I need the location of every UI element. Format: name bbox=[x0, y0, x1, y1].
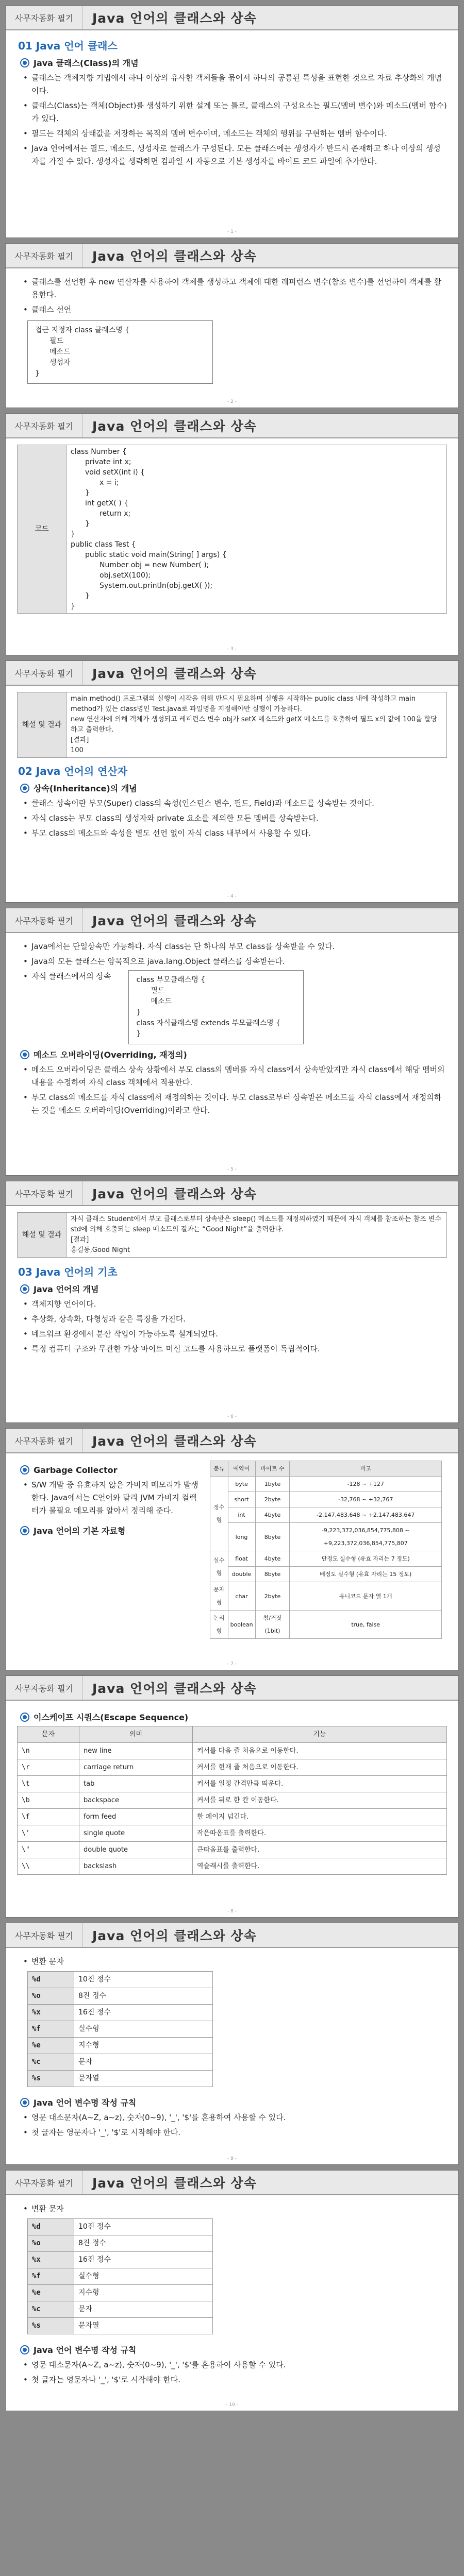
page-number: - 9 - bbox=[227, 2156, 237, 2161]
page-number: - 6 - bbox=[227, 1414, 237, 1419]
slide-title: Java 언어의 클래스와 상속 bbox=[92, 1928, 257, 1943]
table-header: 의미 bbox=[79, 1726, 193, 1743]
list-item: • 자식 클래스에서의 상속 class 부모클래스명 { 필드 메소드 } class 자식클래스명 extends 부모클래스명 { } bbox=[21, 970, 447, 1044]
slide-title: Java 언어의 클래스와 상속 bbox=[92, 666, 257, 681]
table-header: 기능 bbox=[193, 1726, 447, 1743]
subsection-title: Java 언어의 기본 자료형 bbox=[20, 1524, 203, 1537]
table-row: long 8byte -9,223,372,036,854,775,808 ~ +9,223,372,036,854,775,807 bbox=[210, 1523, 442, 1551]
table-row: %f 실수형 bbox=[28, 2021, 213, 2038]
slide-header bbox=[6, 414, 458, 438]
page-number: - 10 - bbox=[226, 2402, 238, 2408]
subject-label: 사무자동화 필기 bbox=[6, 2171, 83, 2194]
explanation-table bbox=[17, 692, 447, 758]
slide-header bbox=[6, 1676, 458, 1701]
slide-2 bbox=[5, 243, 459, 408]
subsection-title: Java 언어의 개념 bbox=[20, 1283, 447, 1296]
list-item: • 클래스 선언 bbox=[21, 303, 447, 316]
bullet-list bbox=[21, 797, 447, 840]
bullet-circle-icon bbox=[20, 1713, 29, 1722]
slide-6 bbox=[5, 1181, 459, 1423]
table-row: \\ backslash 역슬래시를 출력한다. bbox=[18, 1858, 447, 1875]
format-table bbox=[27, 2218, 213, 2334]
table-row: %x 16진 정수 bbox=[28, 2005, 213, 2021]
bullet-list bbox=[21, 2111, 447, 2139]
subject-label: 사무자동화 필기 bbox=[6, 244, 83, 267]
slide-title: Java 언어의 클래스와 상속 bbox=[92, 11, 257, 26]
bullet-list bbox=[21, 1063, 447, 1117]
subject-label: 사무자동화 필기 bbox=[6, 6, 83, 29]
bullet-circle-icon bbox=[20, 1050, 29, 1059]
bullet-circle-icon bbox=[20, 58, 29, 67]
table-row: short 2byte -32,768 ~ +32,767 bbox=[210, 1492, 442, 1507]
slide-3 bbox=[5, 413, 459, 655]
table-row: 문자형 char 2byte 유니코드 문자 열 1개 bbox=[210, 1582, 442, 1611]
slide-header bbox=[6, 6, 458, 30]
bullet-list bbox=[21, 72, 447, 168]
table-header: 예약어 bbox=[228, 1461, 255, 1477]
explanation-table bbox=[17, 1212, 447, 1258]
list-item: • Java 언어에서는 필드, 메소드, 생성자로 클래스가 구성된다. 모든 클래스에는 생성자가 반드시 존재하고 하나 이상의 생성자를 가질 수 있다. 생성자를 생략하면 컴파일 시 자동으로 기본 생성자를 바이트 코드 파일에 추가한다. bbox=[21, 142, 447, 168]
table-row: double 8byte 배정도 실수형 (유효 자리는 15 정도) bbox=[210, 1567, 442, 1582]
subsection-title: Java 언어 변수명 작성 규칙 bbox=[20, 2344, 447, 2357]
table-header: 문자 bbox=[18, 1726, 79, 1743]
page-number: - 3 - bbox=[227, 647, 237, 652]
table-header: 바이트 수 bbox=[255, 1461, 290, 1477]
page-number: - 1 - bbox=[227, 229, 237, 234]
format-table bbox=[27, 1971, 213, 2087]
slide-title: Java 언어의 클래스와 상속 bbox=[92, 249, 257, 264]
table-row: %d 10진 정수 bbox=[28, 2219, 213, 2235]
list-item: • Java의 모든 클래스는 암묵적으로 java.lang.Object 클래스를 상속받는다. bbox=[21, 955, 447, 968]
bullet-list bbox=[21, 2359, 447, 2386]
explanation-content: main method() 프로그램의 실행이 시작을 위해 반드시 필요하며 실행을 시작하는 public class 내에 작성하고 main method가 있는 class명인 Test.java로 파일명을 지정해야만 실행이 가능하다. new 연산자에 의해 객체가 생성되고 레퍼런스 변수 obj가 setX 메소드와 getX 메소드를 호출하여 필드 x의 값에 100을 할당하고 출력한다. [결과] 100 bbox=[67, 692, 447, 758]
slide-header bbox=[6, 1181, 458, 1206]
bullet-list bbox=[21, 1298, 447, 1355]
subject-label: 사무자동화 필기 bbox=[6, 1923, 83, 1947]
list-item: • 객체지향 언어이다. bbox=[21, 1298, 447, 1311]
bullet-list bbox=[21, 940, 447, 1044]
list-item: • 부모 class의 메소드를 자식 class에서 재정의하는 것이다. 부모 class로부터 상속받은 메소드를 자식 class에서 재정의하는 것을 메소드 오버라이딩(Overriding)이라고 한다. bbox=[21, 1091, 447, 1117]
table-header: 비고 bbox=[290, 1461, 442, 1477]
subject-label: 사무자동화 필기 bbox=[6, 414, 83, 437]
page-number: - 2 - bbox=[227, 399, 237, 404]
table-row: \f form feed 한 페이지 넘긴다. bbox=[18, 1809, 447, 1825]
page-number: - 8 - bbox=[227, 1909, 237, 1914]
bullet-circle-icon bbox=[20, 2098, 29, 2107]
table-row: %c 문자 bbox=[28, 2054, 213, 2071]
list-item: • 필드는 객체의 상태값을 저장하는 목적의 멤버 변수이며, 메소드는 객체의 행위를 구현하는 멤버 함수이다. bbox=[21, 127, 447, 140]
slide-header bbox=[6, 1429, 458, 1453]
table-row: %f 실수형 bbox=[28, 2268, 213, 2285]
table-row: \' single quote 작은따옴표를 출력한다. bbox=[18, 1825, 447, 1842]
table-row: int 4byte -2,147,483,648 ~ +2,147,483,647 bbox=[210, 1507, 442, 1523]
code-label: 코드 bbox=[18, 445, 67, 614]
slide-title: Java 언어의 클래스와 상속 bbox=[92, 419, 257, 434]
table-row: %o 8진 정수 bbox=[28, 1988, 213, 2005]
code-block: 접근 지정자 class 클래스명 { 필드 메소드 생성자 } bbox=[27, 320, 213, 384]
list-item: • 영문 대소문자(A~Z, a~z), 숫자(0~9), '_', '$'를 혼용하여 사용할 수 있다. bbox=[21, 2111, 447, 2124]
table-row: %s 문자열 bbox=[28, 2071, 213, 2087]
page-number: - 5 - bbox=[227, 1167, 237, 1172]
list-item: • 영문 대소문자(A~Z, a~z), 숫자(0~9), '_', '$'를 혼용하여 사용할 수 있다. bbox=[21, 2359, 447, 2371]
section-title: 01 Java 언어 클래스 bbox=[18, 40, 118, 52]
slide-header bbox=[6, 908, 458, 933]
slide-header bbox=[6, 244, 458, 268]
subject-label: 사무자동화 필기 bbox=[6, 661, 83, 685]
slide-title: Java 언어의 클래스와 상속 bbox=[92, 1187, 257, 1201]
slide-7 bbox=[5, 1428, 459, 1670]
table-row: 논리형 boolean 참/거짓 (1bit) true, false bbox=[210, 1611, 442, 1639]
table-row: %e 지수형 bbox=[28, 2038, 213, 2054]
list-item: • 특정 컴퓨터 구조와 무관한 가상 바이트 머신 코드를 사용하므로 플랫폼이 독립적이다. bbox=[21, 1343, 447, 1355]
list-item: • 메소드 오버라이딩은 클래스 상속 상황에서 부모 class의 멤버를 자식 class에서 상속받았지만 자식 class에서 해당 멤버의 내용을 수정하여 자식 class 객체에서 적용한다. bbox=[21, 1063, 447, 1089]
subsection-title: Java 언어 변수명 작성 규칙 bbox=[20, 2096, 447, 2109]
slide-8 bbox=[5, 1675, 459, 1918]
table-row: %c 문자 bbox=[28, 2301, 213, 2318]
bullet-list bbox=[21, 1955, 447, 1968]
slide-title: Java 언어의 클래스와 상속 bbox=[92, 2176, 257, 2191]
slide-header bbox=[6, 661, 458, 686]
table-row: %d 10진 정수 bbox=[28, 1972, 213, 1988]
list-item: • S/W 개발 중 유효하지 않은 가비지 메모리가 발생한다. Java에서는 C언어와 달리 JVM 가비지 컬렉터가 불필요 메모리를 알아서 정리해 준다. bbox=[21, 1479, 203, 1517]
subsection-title: 메소드 오버라이딩(Overriding, 재정의) bbox=[20, 1048, 447, 1061]
bullet-list bbox=[21, 2202, 447, 2215]
table-row: \n new line 커서를 다음 줄 처음으로 이동한다. bbox=[18, 1743, 447, 1759]
slide-title: Java 언어의 클래스와 상속 bbox=[92, 913, 257, 928]
list-item: • 클래스는 객체지향 기법에서 하나 이상의 유사한 객체들을 묶어서 하나의 공통된 특성을 표현한 것으로 자료 추상화의 개념이다. bbox=[21, 72, 447, 97]
table-row: %x 16진 정수 bbox=[28, 2252, 213, 2268]
subsection-title: 이스케이프 시퀀스(Escape Sequence) bbox=[20, 1711, 447, 1724]
page-number: - 7 - bbox=[227, 1662, 237, 1667]
table-row: %s 문자열 bbox=[28, 2318, 213, 2334]
slide-title: Java 언어의 클래스와 상속 bbox=[92, 1434, 257, 1449]
section-title: 02 Java 언어의 연산자 bbox=[18, 765, 128, 777]
slide-5 bbox=[5, 908, 459, 1176]
list-item: • 클래스를 선언한 후 new 연산자를 사용하여 객체를 생성하고 객체에 대한 레퍼런스 변수(참조 변수)를 선언하여 객체를 활용한다. bbox=[21, 276, 447, 301]
code-block: class 부모클래스명 { 필드 메소드 } class 자식클래스명 extends 부모클래스명 { } bbox=[128, 970, 304, 1044]
bullet-list bbox=[21, 1479, 203, 1517]
list-item: • 네트워크 환경에서 분산 작업이 가능하도록 설계되었다. bbox=[21, 1328, 447, 1341]
slide-9 bbox=[5, 1923, 459, 2165]
subject-label: 사무자동화 필기 bbox=[6, 1676, 83, 1700]
list-item: • 클래스 상속이란 부모(Super) class의 속성(인스턴스 변수, 필드, Field)과 메소드를 상속받는 것이다. bbox=[21, 797, 447, 810]
bullet-list bbox=[21, 276, 447, 316]
explanation-label: 해설 및 결과 bbox=[18, 692, 67, 758]
bullet-circle-icon bbox=[20, 784, 29, 793]
explanation-content: 자식 클래스 Student에서 부모 클래스로부터 상속받은 sleep() 메소드를 재정의하였기 때문에 자식 객체를 참조하는 참조 변수 std에 의해 호출되는 sleep 메소드의 결과는 “Good Night”을 출력한다. [결과] 홍길동,Good Night bbox=[67, 1213, 447, 1258]
slide-header bbox=[6, 1923, 458, 1948]
subsection-title: Garbage Collector bbox=[20, 1464, 203, 1477]
subject-label: 사무자동화 필기 bbox=[6, 1181, 83, 1205]
subject-label: 사무자동화 필기 bbox=[6, 1429, 83, 1452]
datatype-table bbox=[210, 1461, 442, 1639]
bullet-circle-icon bbox=[20, 1465, 29, 1475]
table-row: %e 지수형 bbox=[28, 2285, 213, 2301]
bullet-circle-icon bbox=[20, 1526, 29, 1535]
list-item: • 클래스(Class)는 객체(Object)를 생성하기 위한 설계 또는 틀로, 클래스의 구성요소는 필드(멤버 변수)와 메소드(멤버 함수)가 있다. bbox=[21, 99, 447, 125]
code-table bbox=[17, 445, 447, 614]
list-item: • 부모 class의 메소드와 속성을 별도 선언 없이 자식 class 내부에서 사용할 수 있다. bbox=[21, 827, 447, 840]
table-row: \t tab 커서를 일정 간격만큼 띄운다. bbox=[18, 1776, 447, 1792]
list-item: • Java에서는 단일상속만 가능하다. 자식 class는 단 하나의 부모 class를 상속받을 수 있다. bbox=[21, 940, 447, 953]
subsection-title: 상속(Inheritance)의 개념 bbox=[20, 782, 447, 795]
slide-4 bbox=[5, 660, 459, 903]
explanation-label: 해설 및 결과 bbox=[18, 1213, 67, 1258]
table-header: 분류 bbox=[210, 1461, 228, 1477]
table-row: \b backspace 커서를 뒤로 한 칸 이동한다. bbox=[18, 1792, 447, 1809]
list-item: • 첫 글자는 영문자나 '_', '$'로 시작해야 한다. bbox=[21, 2126, 447, 2139]
escape-table bbox=[17, 1726, 447, 1875]
list-item: • 자식 class는 부모 class의 생성자와 private 요소를 제외한 모든 멤버를 상속받는다. bbox=[21, 812, 447, 825]
table-row: \" double quote 큰따옴표를 출력한다. bbox=[18, 1842, 447, 1858]
slide-header bbox=[6, 2171, 458, 2195]
table-row: 실수형 float 4byte 단정도 실수형 (유효 자리는 7 정도) bbox=[210, 1551, 442, 1567]
table-row: 정수형 byte 1byte -128 ~ +127 bbox=[210, 1477, 442, 1492]
code-content: class Number { private int x; void setX(int i) { x = i; } int getX( ) { return x; } } public class Test { public static void main(String[ ] args) { Number obj = new Number( ); obj.setX(100); System.out.println(obj.getX( )); } } bbox=[67, 445, 447, 614]
list-item: • 추상화, 상속화, 다형성과 같은 특징을 가진다. bbox=[21, 1313, 447, 1326]
list-item: • 첫 글자는 영문자나 '_', '$'로 시작해야 한다. bbox=[21, 2374, 447, 2386]
subsection-title: Java 클래스(Class)의 개념 bbox=[20, 57, 447, 70]
slide-title: Java 언어의 클래스와 상속 bbox=[92, 1681, 257, 1696]
bullet-circle-icon bbox=[20, 2345, 29, 2354]
slide-1 bbox=[5, 5, 459, 238]
subject-label: 사무자동화 필기 bbox=[6, 908, 83, 932]
page-number: - 4 - bbox=[227, 894, 237, 899]
table-row: \r carriage return 커서를 현재 줄 처음으로 이동한다. bbox=[18, 1759, 447, 1776]
list-item: • 변환 문자 bbox=[21, 1955, 447, 1968]
list-item: • 변환 문자 bbox=[21, 2202, 447, 2215]
section-title: 03 Java 언어의 기초 bbox=[18, 1266, 118, 1278]
slide-10 bbox=[5, 2170, 459, 2411]
table-row: %o 8진 정수 bbox=[28, 2235, 213, 2252]
bullet-circle-icon bbox=[20, 1284, 29, 1294]
